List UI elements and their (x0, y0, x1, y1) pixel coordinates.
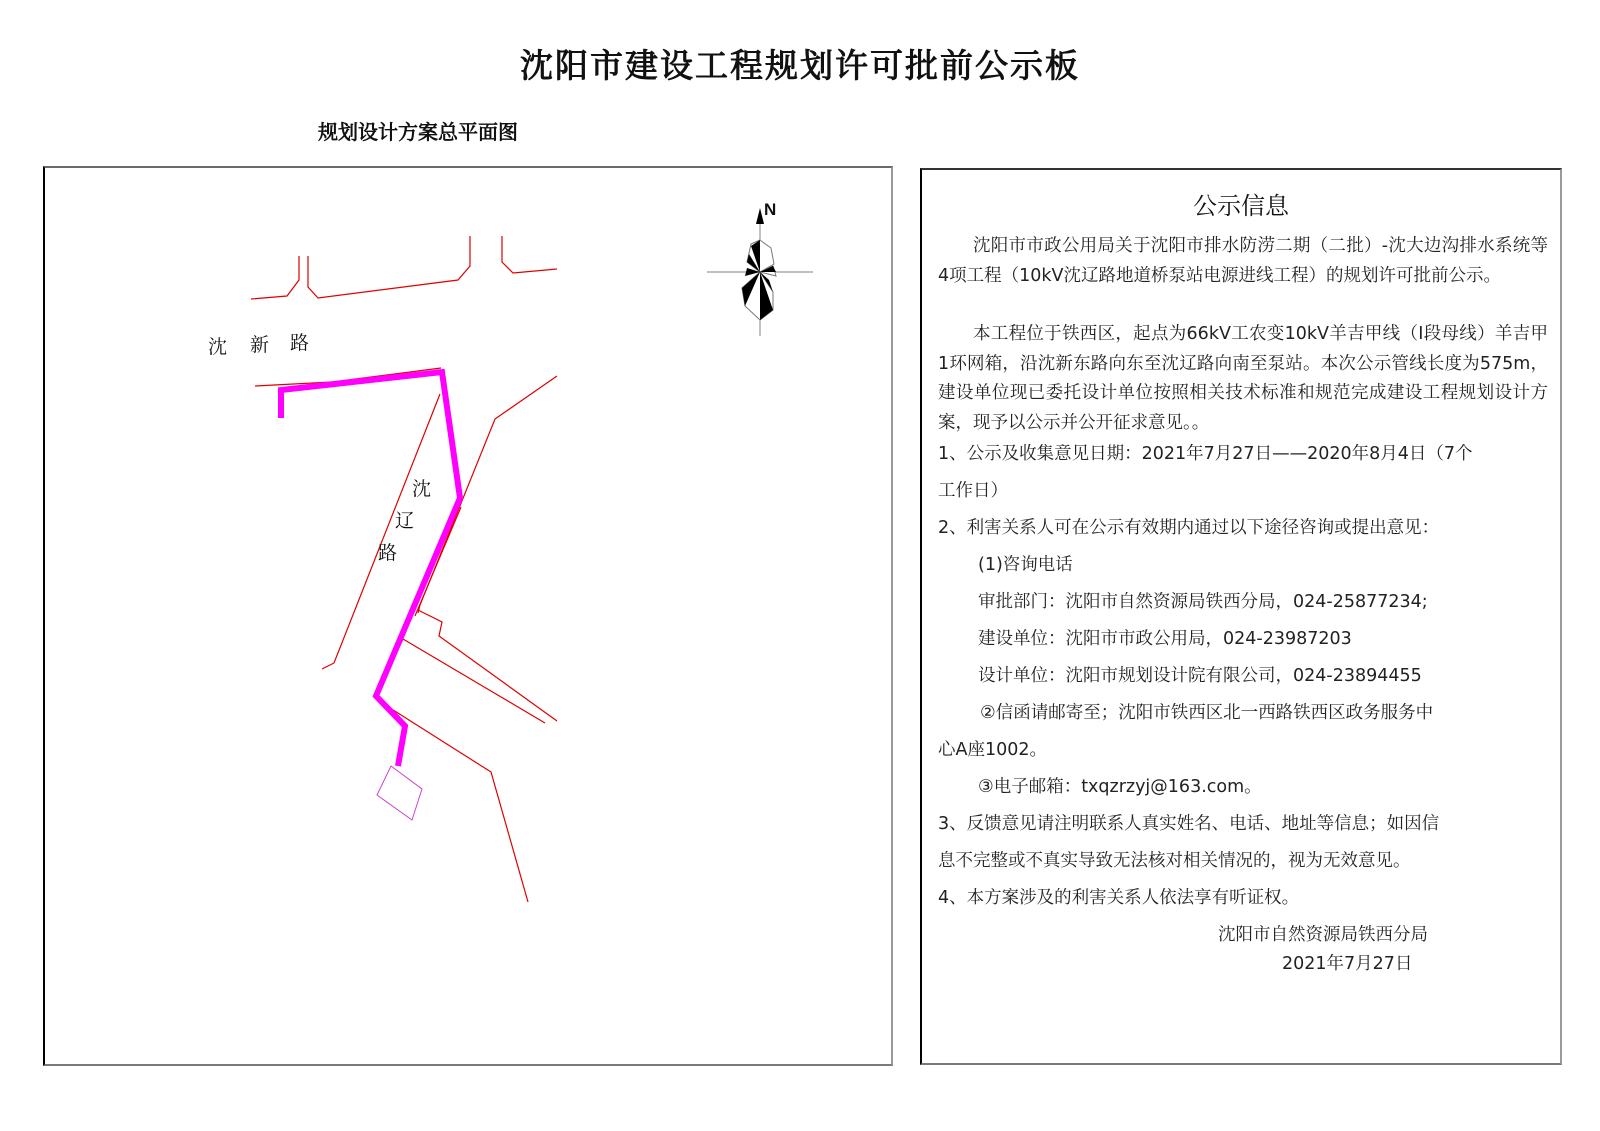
page-title: 沈阳市建设工程规划许可批前公示板 (520, 46, 1080, 85)
contact-construction-unit: 建设单位：沈阳市市政公用局，024-23987203 (978, 629, 1352, 649)
item-1-dates-cont: 工作日） (938, 481, 1008, 501)
item-2-channels: 2、利害关系人可在公示有效期内通过以下途径咨询或提出意见： (938, 518, 1440, 538)
compass-north-label: N (764, 200, 777, 219)
info-title: 公示信息 (1193, 192, 1289, 220)
item-3-feedback-cont: 息不完整或不真实导致无法核对相关情况的，视为无效意见。 (938, 851, 1411, 871)
signature-issuer: 沈阳市自然资源局铁西分局 (1218, 925, 1428, 945)
road-label-shenxin-2: 新 (250, 334, 270, 356)
email-link[interactable]: ③电子邮箱：txqzrzyj@163.com。 (978, 777, 1262, 797)
site-plan-map (43, 166, 893, 1066)
site-plan-drawing (45, 168, 895, 1068)
road-label-shenliao-3: 路 (378, 542, 398, 564)
north-arrow-wind-rose-icon (707, 208, 813, 336)
announcement-info-panel (920, 168, 1562, 1065)
contact-design-unit: 设计单位：沈阳市规划设计院有限公司，024-23894455 (978, 666, 1422, 686)
item-1-dates: 1、公示及收集意见日期：2021年7月27日——2020年8月4日（7个 (938, 444, 1473, 464)
road-label-shenliao-2: 辽 (395, 510, 415, 532)
mail-address: ②信函请邮寄至；沈阳市铁西区北一西路铁西区政务服务中 (980, 703, 1434, 723)
item-3-feedback: 3、反馈意见请注明联系人真实姓名、电话、地址等信息；如因信 (938, 814, 1440, 834)
item-4-hearing-right: 4、本方案涉及的利害关系人依法享有听证权。 (938, 888, 1300, 908)
contact-approval-dept: 审批部门：沈阳市自然资源局铁西分局，024-25877234; (978, 592, 1428, 612)
road-label-shenliao-1: 沈 (412, 478, 432, 500)
pump-station-outline (377, 766, 422, 820)
intro-paragraph: 沈阳市市政公用局关于沈阳市排水防涝二期（二批）-沈大边沟排水系统等4项工程（10kV沈辽路地道桥泵站电源进线工程）的规划许可批前公示。 (938, 236, 1548, 286)
road-label-shenxin-3: 路 (290, 332, 310, 354)
description-paragraph: 本工程位于铁西区，起点为66kV工农变10kV羊吉甲线（I段母线）羊吉甲1环网箱，沿沈新东路向东至沈辽路向南至泵站。本次公示管线长度为575m，建设单位现已委托设计单位按照相关技术标准和规范完成建设工程规划设计方案，现予以公示并公开征求意见。。 (938, 324, 1548, 433)
consult-phone-heading: (1)咨询电话 (978, 555, 1073, 575)
plan-subtitle: 规划设计方案总平面图 (318, 120, 518, 144)
mail-address-cont: 心A座1002。 (938, 740, 1048, 760)
road-label-shenxin-1: 沈 (208, 336, 228, 358)
signature-date: 2021年7月27日 (1282, 954, 1413, 974)
